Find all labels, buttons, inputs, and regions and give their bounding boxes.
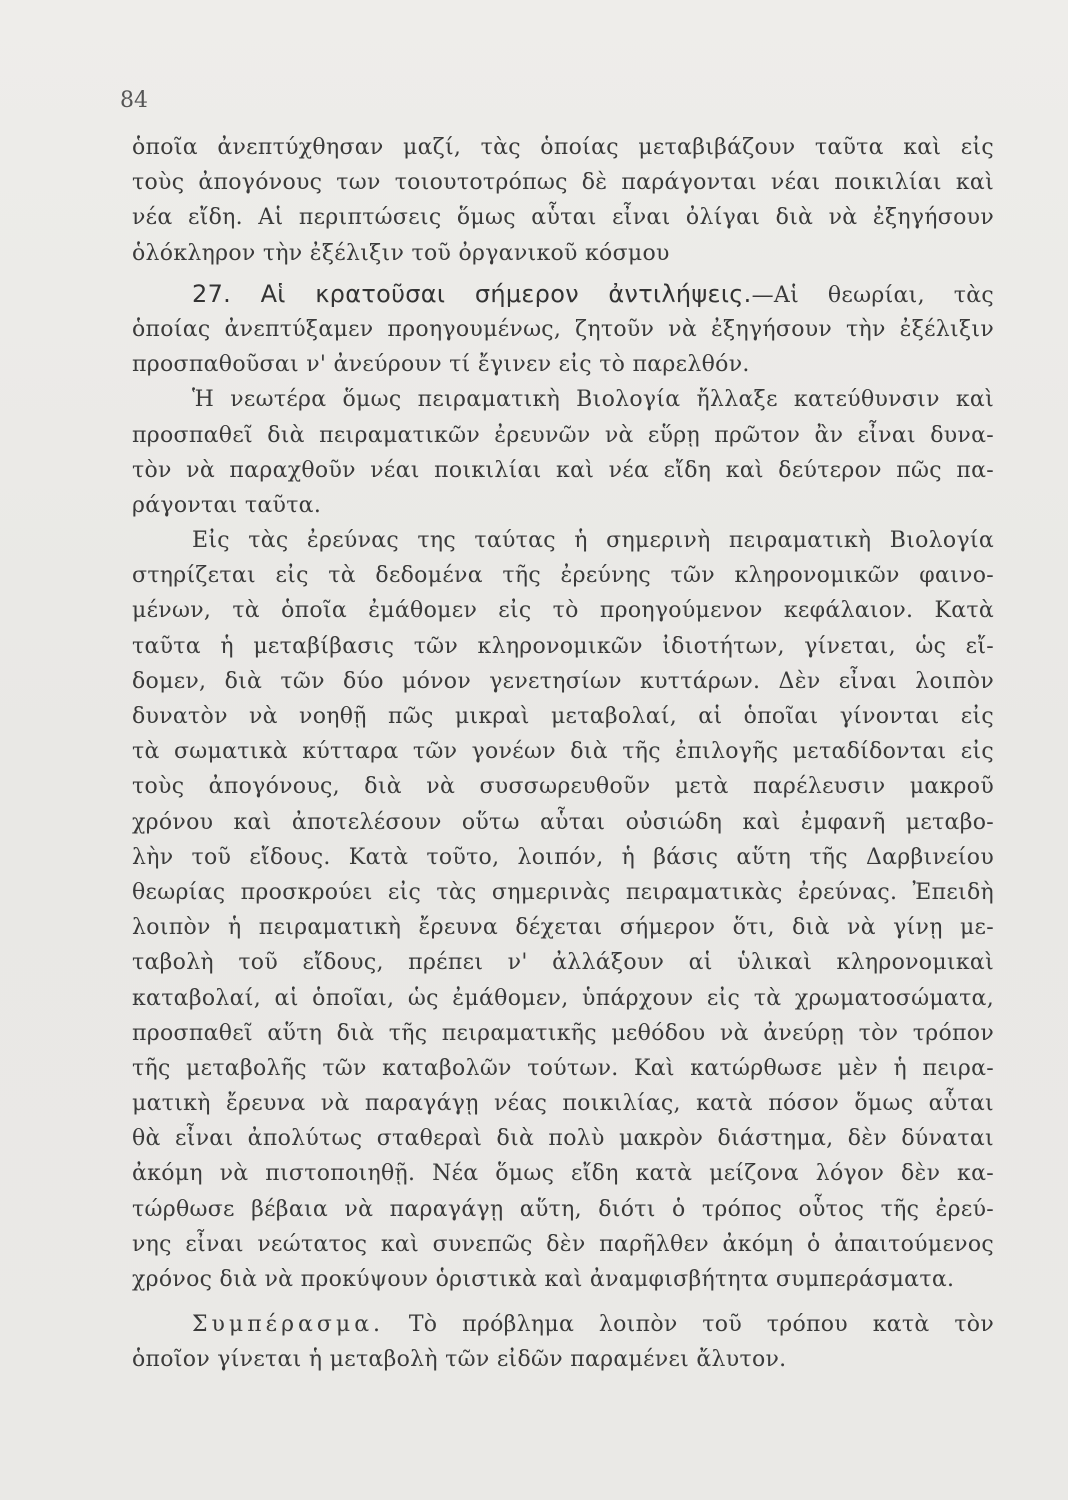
text-line: ὁποῖα ἀνεπτύχθησαν μαζί, τὰς ὁποίας μεταβιβάζουν ταῦτα καὶ εἰς	[132, 135, 994, 160]
text-line: δομεν, διὰ τῶν δύο μόνον γενετησίων κυττάρων. Δὲν εἶναι λοιπὸν	[132, 668, 994, 694]
text-line: Εἰς τὰς ἐρεύνας της ταύτας ἡ σημερινὴ πειραματικὴ Βιολογία	[192, 528, 994, 554]
text-line: τὸν νὰ παραχθοῦν νέαι ποικιλίαι καὶ νέα εἴδη καὶ δεύτερον πῶς πα-	[132, 457, 994, 483]
text-line: θεωρίας προσκρούει εἰς τὰς σημερινὰς πειραματικὰς ἐρεύνας. Ἐπειδὴ	[132, 879, 994, 905]
text-line: νέα εἴδη. Αἱ περιπτώσεις ὅμως αὗται εἶναι ὀλίγαι διὰ νὰ ἐξηγήσουν	[132, 205, 994, 231]
text-line: Ἡ νεωτέρα ὅμως πειραματικὴ Βιολογία ἤλλαξε κατεύθυνσιν καὶ	[192, 387, 994, 413]
conclusion-lead-text: Τὸ πρόβλημα λοιπὸν τοῦ τρόπου κατὰ τὸν	[408, 1312, 995, 1338]
page-number: 84	[120, 88, 148, 113]
text-line: ράγονται ταῦτα.	[132, 492, 322, 518]
text-line: ἀκόμη νὰ πιστοποιηθῇ. Νέα ὅμως εἴδη κατὰ μείζονα λόγον δὲν κα-	[132, 1161, 994, 1187]
text-line: τοὺς ἀπογόνους, διὰ νὰ συσσωρευθοῦν μετὰ παρέλευσιν μακροῦ	[132, 774, 994, 800]
text-line: ταβολὴ τοῦ εἴδους, πρέπει ν' ἀλλάξουν αἱ ὑλικαὶ κληρονομικαὶ	[132, 950, 994, 976]
text-line: τῆς μεταβολῆς τῶν καταβολῶν τούτων. Καὶ κατώρθωσε μὲν ἡ πειρα-	[132, 1055, 994, 1081]
text-line: τώρθωσε βέβαια νὰ παραγάγῃ αὕτη, διότι ὁ τρόπος οὗτος τῆς ἐρεύ-	[132, 1196, 994, 1222]
text-line: χρόνου καὶ ἀποτελέσουν οὕτω αὗται οὐσιώδη καὶ ἐμφανῆ μεταβο-	[132, 809, 994, 835]
text-line: προσπαθοῦσαι ν' ἀνεύρουν τί ἔγινεν εἰς τὸ παρελθόν.	[132, 352, 750, 378]
section-title: 27. Αἱ κρατοῦσαι σήμερον ἀντιλήψεις.	[192, 279, 752, 308]
text-line: στηρίζεται εἰς τὰ δεδομένα τῆς ἐρεύνης τῶν κληρονομικῶν φαινο-	[132, 563, 994, 589]
text-line: θὰ εἶναι ἀπολύτως σταθεραὶ διὰ πολὺ μακρὸν διάστημα, δὲν δύναται	[132, 1126, 994, 1152]
section-heading-line	[132, 277, 994, 312]
text-line: προσπαθεῖ διὰ πειραματικῶν ἐρευνῶν νὰ εὕρῃ πρῶτον ἂν εἶναι δυνα-	[132, 422, 994, 448]
text-line: καταβολαί, αἱ ὁποῖαι, ὡς ἐμάθομεν, ὑπάρχουν εἰς τὰ χρωματοσώματα,	[132, 985, 994, 1011]
text-line: τοὺς ἀπογόνους των τοιουτοτρόπως δὲ παράγονται νέαι ποικιλίαι καὶ	[132, 170, 994, 196]
text-line: νης εἶναι νεώτατος καὶ συνεπῶς δὲν παρῆλθεν ἀκόμη ὁ ἀπαιτούμενος	[132, 1231, 994, 1257]
text-line: λοιπὸν ἡ πειραματικὴ ἔρευνα δέχεται σήμερον ὅτι, διὰ νὰ γίνῃ με-	[132, 915, 994, 941]
text-line: ὁποίας ἀνεπτύξαμεν προηγουμένως, ζητοῦν νὰ ἐξηγήσουν τὴν ἐξέλιξιν	[132, 316, 994, 342]
conclusion-label: Συμπέρασμα.	[192, 1312, 385, 1338]
section-lead-text: —Αἱ θεωρίαι, τὰς	[751, 282, 995, 308]
text-line: χρόνος διὰ νὰ προκύψουν ὁριστικὰ καὶ ἀναμφισβήτητα συμπεράσματα.	[132, 1267, 955, 1292]
text-line: τὰ σωματικὰ κύτταρα τῶν γονέων διὰ τῆς ἐπιλογῆς μεταδίδονται εἰς	[132, 739, 994, 765]
text-line: δυνατὸν νὰ νοηθῇ πῶς μικραὶ μεταβολαί, αἱ ὁποῖαι γίνονται εἰς	[132, 704, 994, 729]
text-line: ματικὴ ἔρευνα νὰ παραγάγῃ νέας ποικιλίας, κατὰ πόσον ὅμως αὗται	[132, 1091, 994, 1117]
page-text	[132, 130, 994, 1378]
text-line: λὴν τοῦ εἴδους. Κατὰ τοῦτο, λοιπόν, ἡ βάσις αὕτη τῆς Δαρβινείου	[132, 844, 994, 870]
text-line: προσπαθεῖ αὕτη διὰ τῆς πειραματικῆς μεθόδου νὰ ἀνεύρῃ τὸν τρόπον	[132, 1020, 994, 1046]
text-line: ὁλόκληρον τὴν ἐξέλιξιν τοῦ ὀργανικοῦ κόσμου	[132, 240, 670, 266]
conclusion-line	[132, 1307, 994, 1342]
text-line: ταῦτα ἡ μεταβίβασις τῶν κληρονομικῶν ἰδιοτήτων, γίνεται, ὡς εἴ-	[132, 633, 994, 659]
text-line: ὁποῖον γίνεται ἡ μεταβολὴ τῶν εἰδῶν παραμένει ἄλυτον.	[132, 1347, 787, 1373]
text-line: μένων, τὰ ὁποῖα ἐμάθομεν εἰς τὸ προηγούμενον κεφάλαιον. Κατὰ	[132, 598, 994, 624]
